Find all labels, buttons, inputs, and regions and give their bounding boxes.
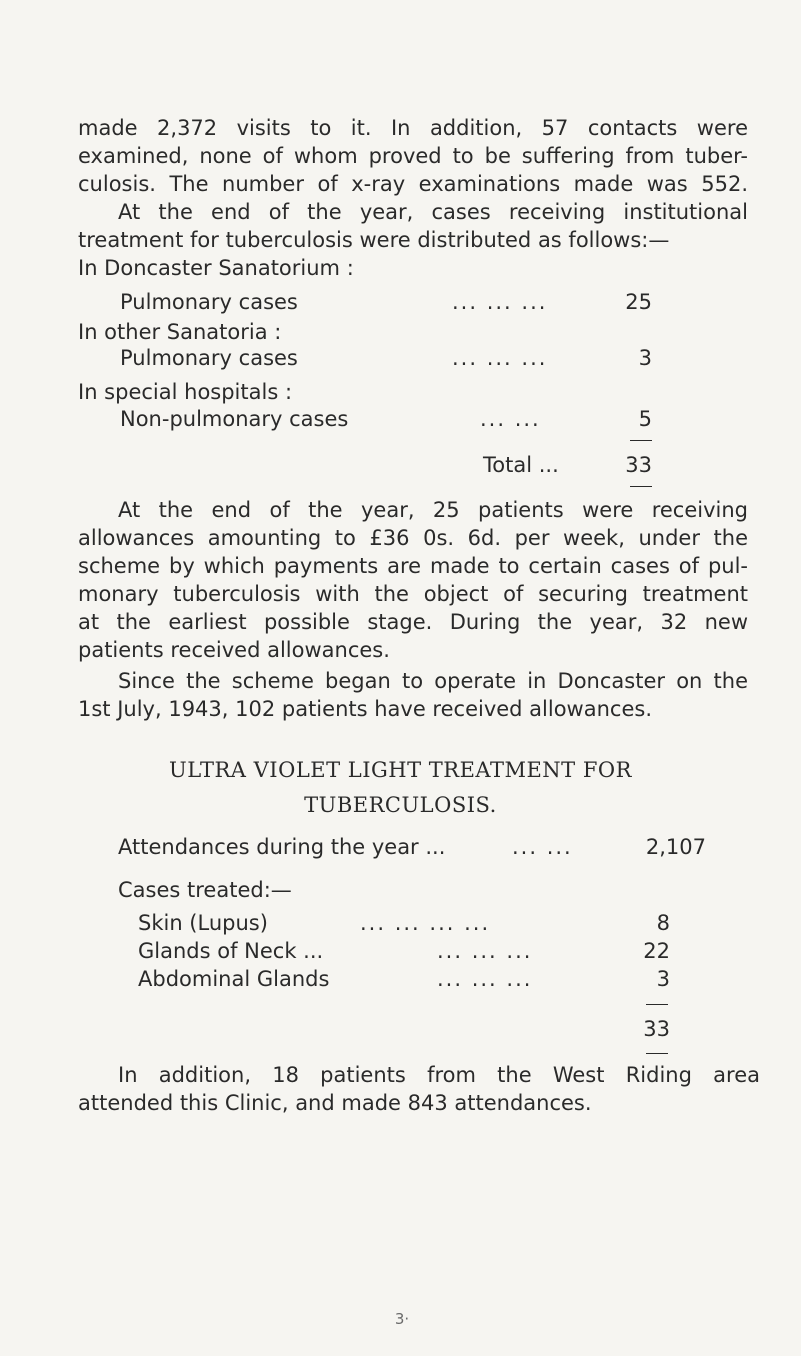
cases-total-value: 33	[643, 1017, 670, 1041]
allowances-line-1: At the end of the year, 25 patients were receiving	[118, 498, 748, 522]
special-hospitals-dots: ... ...	[480, 407, 541, 431]
intro-line-2: examined, none of whom proved to be suffering from tuber-	[78, 144, 748, 168]
other-sanatoria-label: Pulmonary cases	[120, 346, 298, 370]
subtotal-rule	[630, 440, 652, 441]
cases-treated-heading: Cases treated:—	[118, 878, 292, 902]
doncaster-heading: In Doncaster Sanatorium :	[78, 256, 354, 280]
skin-lupus-dots: ... ... ... ...	[360, 911, 491, 935]
glands-of-neck-value: 22	[643, 939, 670, 963]
uv-title-line-2: TUBERCULOSIS.	[304, 793, 497, 817]
uv-title-line-1: ULTRA VIOLET LIGHT TREATMENT FOR	[169, 758, 632, 782]
allowances-line-4: monary tuberculosis with the object of securing treatment	[78, 582, 748, 606]
doncaster-label: Pulmonary cases	[120, 290, 298, 314]
glands-of-neck-label: Glands of Neck ...	[138, 939, 324, 963]
special-hospitals-value: 5	[638, 407, 652, 431]
attendances-value: 2,107	[645, 835, 706, 859]
attendances-dots: ... ...	[512, 835, 573, 859]
abdominal-glands-label: Abdominal Glands	[138, 967, 330, 991]
allowances-line-6: patients received allowances.	[78, 638, 390, 662]
intro-line-5: treatment for tuberculosis were distributed as follows:—	[78, 228, 670, 252]
glands-of-neck-dots: ... ... ...	[437, 939, 533, 963]
intro-line-4: At the end of the year, cases receiving institutional	[118, 200, 748, 224]
other-sanatoria-heading: In other Sanatoria :	[78, 320, 282, 344]
cases-subtotal-rule	[646, 1004, 668, 1005]
abdominal-glands-dots: ... ... ...	[437, 967, 533, 991]
doncaster-value: 25	[625, 290, 652, 314]
attendances-label: Attendances during the year ...	[118, 835, 446, 859]
total-value: 33	[625, 453, 652, 477]
intro-line-3: culosis. The number of x-ray examinations made was 552.	[78, 172, 748, 196]
doncaster-dots: ... ... ...	[452, 290, 548, 314]
skin-lupus-label: Skin (Lupus)	[138, 911, 268, 935]
skin-lupus-value: 8	[656, 911, 670, 935]
since-line-1: Since the scheme began to operate in Doncaster on the	[118, 669, 748, 693]
total-label: Total ...	[483, 453, 559, 477]
since-line-2: 1st July, 1943, 102 patients have received allowances.	[78, 697, 652, 721]
intro-line-1: made 2,372 visits to it. In addition, 57 contacts were	[78, 116, 748, 140]
abdominal-glands-value: 3	[656, 967, 670, 991]
special-hospitals-label: Non-pulmonary cases	[120, 407, 349, 431]
cases-total-rule	[646, 1053, 668, 1054]
allowances-line-2: allowances amounting to £36 0s. 6d. per week, under the	[78, 526, 748, 550]
other-sanatoria-dots: ... ... ...	[452, 346, 548, 370]
other-sanatoria-value: 3	[638, 346, 652, 370]
allowances-line-5: at the earliest possible stage. During the year, 32 new	[78, 610, 748, 634]
allowances-line-3: scheme by which payments are made to certain cases of pul-	[78, 554, 748, 578]
addition-line-1: In addition, 18 patients from the West Riding area	[118, 1063, 760, 1087]
addition-line-2: attended this Clinic, and made 843 attendances.	[78, 1091, 592, 1115]
total-rule	[630, 486, 652, 487]
special-hospitals-heading: In special hospitals :	[78, 380, 293, 404]
page-number: 3·	[394, 1310, 410, 1328]
